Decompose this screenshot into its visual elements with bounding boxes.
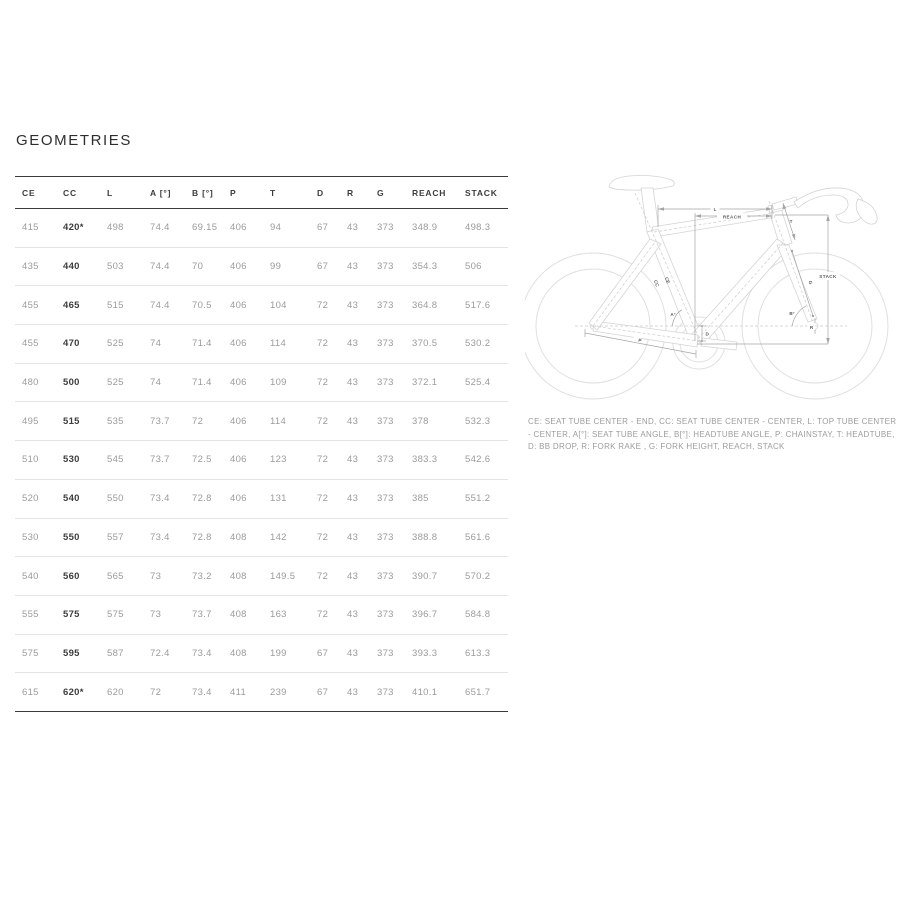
table-cell: 373 — [370, 595, 405, 634]
table-cell: 114 — [263, 402, 310, 441]
table-cell: 613.3 — [458, 634, 508, 673]
table-cell: 373 — [370, 557, 405, 596]
table-cell: 123 — [263, 441, 310, 480]
table-row — [15, 557, 508, 596]
table-cell: 506 — [458, 247, 508, 286]
table-cell: 406 — [223, 247, 263, 286]
table-cell: 373 — [370, 209, 405, 248]
table-cell: 71.4 — [185, 363, 223, 402]
table-row — [15, 363, 508, 402]
table-cell: 561.6 — [458, 518, 508, 557]
chainstay-tube — [593, 321, 698, 347]
table-cell: 383.3 — [405, 441, 458, 480]
table-cell: 525.4 — [458, 363, 508, 402]
table-cell: 67 — [310, 673, 340, 712]
frame — [589, 176, 877, 351]
table-cell: 385 — [405, 479, 458, 518]
table-cell: 142 — [263, 518, 310, 557]
table-cell: 348.9 — [405, 209, 458, 248]
table-row — [15, 634, 508, 673]
table-cell: 595 — [56, 634, 100, 673]
table-cell: 73 — [143, 557, 185, 596]
table-cell: 410.1 — [405, 673, 458, 712]
table-cell: 74.4 — [143, 209, 185, 248]
table-row — [15, 209, 508, 248]
column-header: L — [100, 177, 143, 209]
table-cell: 69.15 — [185, 209, 223, 248]
table-cell: 532.3 — [458, 402, 508, 441]
table-cell: 565 — [100, 557, 143, 596]
table-cell: 545 — [100, 441, 143, 480]
table-cell: 104 — [263, 286, 310, 325]
seatpost — [641, 188, 659, 232]
table-cell: 500 — [56, 363, 100, 402]
column-header: A [°] — [143, 177, 185, 209]
table-cell: 510 — [15, 441, 56, 480]
column-header: CE — [15, 177, 56, 209]
table-cell: 530.2 — [458, 325, 508, 364]
table-cell: 408 — [223, 557, 263, 596]
table-cell: 73.4 — [185, 634, 223, 673]
table-cell: 73.4 — [143, 518, 185, 557]
table-cell: 72.4 — [143, 634, 185, 673]
table-cell: 43 — [340, 479, 370, 518]
table-cell: 74 — [143, 363, 185, 402]
table-cell: 620 — [100, 673, 143, 712]
table-cell: 390.7 — [405, 557, 458, 596]
table-cell: 71.4 — [185, 325, 223, 364]
column-header: P — [223, 177, 263, 209]
label-fork-rake: R — [809, 324, 814, 330]
column-header: T — [263, 177, 310, 209]
table-cell: 620* — [56, 673, 100, 712]
label-stack: STACK — [819, 274, 837, 280]
table-cell: 43 — [340, 441, 370, 480]
table-cell: 515 — [100, 286, 143, 325]
table-cell: 455 — [15, 325, 56, 364]
table-cell: 651.7 — [458, 673, 508, 712]
label-bb-drop: D — [705, 331, 709, 337]
table-cell: 495 — [15, 402, 56, 441]
table-cell: 73.4 — [143, 479, 185, 518]
table-cell: 67 — [310, 247, 340, 286]
table-row — [15, 595, 508, 634]
table-cell: 520 — [15, 479, 56, 518]
table-cell: 43 — [340, 325, 370, 364]
table-cell: 131 — [263, 479, 310, 518]
table-row — [15, 518, 508, 557]
table-cell: 43 — [340, 634, 370, 673]
table-cell: 550 — [56, 518, 100, 557]
handlebar — [794, 188, 864, 223]
brake-lever — [856, 199, 877, 224]
table-cell: 406 — [223, 325, 263, 364]
column-header: CC — [56, 177, 100, 209]
table-cell: 67 — [310, 209, 340, 248]
table-cell: 109 — [263, 363, 310, 402]
table-cell: 72 — [310, 518, 340, 557]
table-cell: 575 — [56, 595, 100, 634]
table-cell: 535 — [100, 402, 143, 441]
table-cell: 72 — [310, 325, 340, 364]
table-cell: 72 — [310, 286, 340, 325]
table-cell: 373 — [370, 441, 405, 480]
table-cell: 498.3 — [458, 209, 508, 248]
table-cell: 43 — [340, 209, 370, 248]
table-cell: 72.5 — [185, 441, 223, 480]
table-row — [15, 325, 508, 364]
column-header: B [°] — [185, 177, 223, 209]
label-cc: CC — [652, 279, 660, 288]
table-cell: 540 — [56, 479, 100, 518]
table-cell: 239 — [263, 673, 310, 712]
table-cell: 415 — [15, 209, 56, 248]
label-fork-height: G — [807, 280, 814, 286]
table-cell: 517.6 — [458, 286, 508, 325]
table-row — [15, 673, 508, 712]
table-cell: 72 — [143, 673, 185, 712]
table-cell: 70.5 — [185, 286, 223, 325]
table-cell: 72 — [310, 595, 340, 634]
table-cell: 393.3 — [405, 634, 458, 673]
table-body — [15, 209, 508, 712]
table-cell: 440 — [56, 247, 100, 286]
page-title: GEOMETRIES — [16, 132, 133, 150]
table-cell: 43 — [340, 286, 370, 325]
table-cell: 615 — [15, 673, 56, 712]
label-l: L — [713, 207, 717, 212]
table-cell: 354.3 — [405, 247, 458, 286]
table-cell: 364.8 — [405, 286, 458, 325]
column-header: D — [310, 177, 340, 209]
table-cell: 542.6 — [458, 441, 508, 480]
table-cell: 373 — [370, 325, 405, 364]
table-cell: 373 — [370, 479, 405, 518]
geometry-table — [15, 176, 508, 712]
bike-drawing — [525, 163, 900, 425]
table-cell: 43 — [340, 518, 370, 557]
table-cell: 557 — [100, 518, 143, 557]
table-cell: 455 — [15, 286, 56, 325]
label-head-angle: B° — [789, 311, 795, 316]
table-row — [15, 402, 508, 441]
table-cell: 370.5 — [405, 325, 458, 364]
column-header: STACK — [458, 177, 508, 209]
table-cell: 70 — [185, 247, 223, 286]
table-cell: 408 — [223, 518, 263, 557]
label-ce: CE — [663, 276, 671, 285]
table-cell: 74.4 — [143, 286, 185, 325]
table-cell: 114 — [263, 325, 310, 364]
table-cell: 73 — [143, 595, 185, 634]
table-cell: 43 — [340, 247, 370, 286]
table-cell: 575 — [100, 595, 143, 634]
label-chainstay: P — [637, 337, 642, 344]
table-row — [15, 286, 508, 325]
table-cell: 406 — [223, 209, 263, 248]
table-cell: 408 — [223, 595, 263, 634]
table-cell: 199 — [263, 634, 310, 673]
table-cell: 540 — [15, 557, 56, 596]
table-cell: 43 — [340, 402, 370, 441]
table-cell: 373 — [370, 634, 405, 673]
table-cell: 555 — [15, 595, 56, 634]
table-cell: 372.1 — [405, 363, 458, 402]
table-cell: 73.7 — [185, 595, 223, 634]
table-cell: 373 — [370, 402, 405, 441]
table-cell: 373 — [370, 518, 405, 557]
table-cell: 73.7 — [143, 402, 185, 441]
table-cell: 406 — [223, 286, 263, 325]
table-cell: 406 — [223, 479, 263, 518]
table-cell: 530 — [56, 441, 100, 480]
label-reach: REACH — [722, 214, 742, 220]
table-cell: 43 — [340, 363, 370, 402]
table-cell: 149.5 — [263, 557, 310, 596]
table-cell: 43 — [340, 557, 370, 596]
table-cell: 435 — [15, 247, 56, 286]
table-cell: 584.8 — [458, 595, 508, 634]
table-row — [15, 441, 508, 480]
table-cell: 72 — [185, 402, 223, 441]
table-cell: 378 — [405, 402, 458, 441]
table-cell: 570.2 — [458, 557, 508, 596]
table-cell: 72 — [310, 557, 340, 596]
table-cell: 373 — [370, 286, 405, 325]
table-cell: 587 — [100, 634, 143, 673]
table-cell: 530 — [15, 518, 56, 557]
table-cell: 67 — [310, 634, 340, 673]
table-cell: 72.8 — [185, 518, 223, 557]
table-cell: 388.8 — [405, 518, 458, 557]
column-header: REACH — [405, 177, 458, 209]
table-cell: 560 — [56, 557, 100, 596]
column-header: G — [370, 177, 405, 209]
table-cell: 525 — [100, 325, 143, 364]
table-cell: 373 — [370, 363, 405, 402]
table-cell: 74.4 — [143, 247, 185, 286]
table-cell: 408 — [223, 634, 263, 673]
table-row — [15, 479, 508, 518]
table-cell: 43 — [340, 673, 370, 712]
table-cell: 406 — [223, 402, 263, 441]
table-cell: 72.8 — [185, 479, 223, 518]
table-cell: 72 — [310, 363, 340, 402]
table-header — [15, 177, 508, 209]
table-cell: 406 — [223, 441, 263, 480]
table-cell: 550 — [100, 479, 143, 518]
table-cell: 373 — [370, 247, 405, 286]
table-cell: 396.7 — [405, 595, 458, 634]
table-cell: 72 — [310, 441, 340, 480]
table-cell: 480 — [15, 363, 56, 402]
label-headtube: T — [789, 219, 793, 224]
table-cell: 406 — [223, 363, 263, 402]
table-cell: 73.4 — [185, 673, 223, 712]
table-cell: 551.2 — [458, 479, 508, 518]
table-cell: 94 — [263, 209, 310, 248]
table-cell: 515 — [56, 402, 100, 441]
table-cell: 72 — [310, 479, 340, 518]
table-cell: 465 — [56, 286, 100, 325]
table-cell: 73.7 — [143, 441, 185, 480]
table-cell: 72 — [310, 402, 340, 441]
table-cell: 99 — [263, 247, 310, 286]
label-seat-angle: A° — [670, 312, 676, 317]
table-cell: 73.2 — [185, 557, 223, 596]
table-row — [15, 247, 508, 286]
table-cell: 575 — [15, 634, 56, 673]
bike-geometry-diagram — [525, 163, 900, 425]
table-cell: 163 — [263, 595, 310, 634]
table-cell: 43 — [340, 595, 370, 634]
table-cell: 525 — [100, 363, 143, 402]
table-cell: 74 — [143, 325, 185, 364]
table-cell: 411 — [223, 673, 263, 712]
table-cell: 420* — [56, 209, 100, 248]
column-header: R — [340, 177, 370, 209]
table-cell: 503 — [100, 247, 143, 286]
legend-caption: CE: SEAT TUBE CENTER - END, CC: SEAT TUBE CENTER - CENTER, L: TOP TUBE CENTER - CENTER, A[°]: SEAT TUBE ANGLE, B[°]: HEADTUBE ANGLE, P: CHAINSTAY, T: HEADTUBE, D: BB DROP, R: FORK RAKE , G: FORK HEIGHT, REACH, STACK — [528, 417, 897, 451]
table-cell: 373 — [370, 673, 405, 712]
table-cell: 498 — [100, 209, 143, 248]
table-cell: 470 — [56, 325, 100, 364]
